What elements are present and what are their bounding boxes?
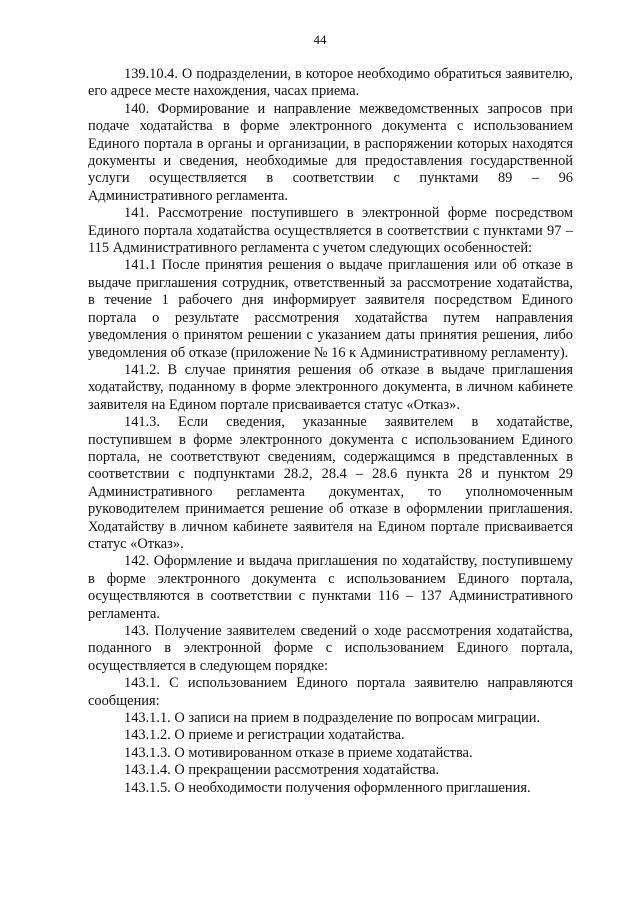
paragraph-143: 143. Получение заявителем сведений о ходе рассмотрения ходатайства, поданного в электронной форме с использованием Единого портала, осуществляется в следующем порядке: [88, 623, 573, 674]
paragraph-141: 141. Рассмотрение поступившего в электронной форме посредством Единого портала ходатайства осуществляется в соответствии с пунктами 97 – 115 Административного регламента с учетом следующих особенностей: [88, 205, 573, 257]
paragraph-141-1: 141.1 После принятия решения о выдаче приглашения или об отказе в выдаче приглашения сотрудник, ответственный за рассмотрение ходатайства, в течение 1 рабочего дня информирует заявителя посредством Единого портала о результате рассмотрения ходатайства путем направления уведомления о принятом решении с указанием даты принятия решения, либо уведомления об отказе (приложение № 16 к Административному регламенту). [88, 257, 573, 361]
paragraph-141-2: 141.2. В случае принятия решения об отказе в выдаче приглашения ходатайству, поданному в форме электронного документа, в личном кабинете заявителя на Едином портале присваивается статус «Отказ». [88, 361, 573, 413]
paragraph-143-1-2: 143.1.2. О приеме и регистрации ходатайства. [124, 727, 405, 744]
document-body [88, 66, 573, 797]
paragraph-143-1-1: 143.1.1. О записи на прием в подразделение по вопросам миграции. [124, 710, 541, 727]
paragraph-143-1-4: 143.1.4. О прекращении рассмотрения ходатайства. [124, 762, 440, 779]
paragraph-139-10-4: 139.10.4. О подразделении, в которое необходимо обратиться заявителю, его адресе месте нахождения, часах приема. [88, 66, 573, 100]
paragraph-143-1: 143.1. С использованием Единого портала заявителю направляются сообщения: [88, 675, 573, 709]
paragraph-143-1-5: 143.1.5. О необходимости получения оформленного приглашения. [124, 779, 531, 796]
paragraph-140: 140. Формирование и направление межведомственных запросов при подаче ходатайства в форме электронного документа с использованием Единого портала в органы и организации, в распоряжении которых находятся документы и сведения, необходимые для предоставления государственной услуги осуществляется в соответствии с пунктами 89 – 96 Административного регламента. [88, 100, 573, 204]
paragraph-142: 142. Оформление и выдача приглашения по ходатайству, поступившему в форме электронного документа с использованием Единого портала, осуществляются в соответствии с пунктами 116 – 137 Административного регламента. [88, 553, 573, 622]
paragraph-141-3: 141.3. Если сведения, указанные заявителем в ходатайстве, поступившем в форме электронного документа с использованием Единого портала, не соответствуют сведениям, содержащимся в представленных в соответствии с подпунктами 28.2, 28.4 – 28.6 пункта 28 и пунктом 29 Административного регламента документах, то уполномоченным руководителем принимается решение об отказе в оформлении приглашения. Ходатайству в личном кабинете заявителя на Едином портале присваивается статус «Отказ». [88, 414, 573, 552]
paragraph-143-1-3: 143.1.3. О мотивированном отказе в приеме ходатайства. [124, 744, 473, 761]
page-number: 44 [313, 32, 327, 47]
